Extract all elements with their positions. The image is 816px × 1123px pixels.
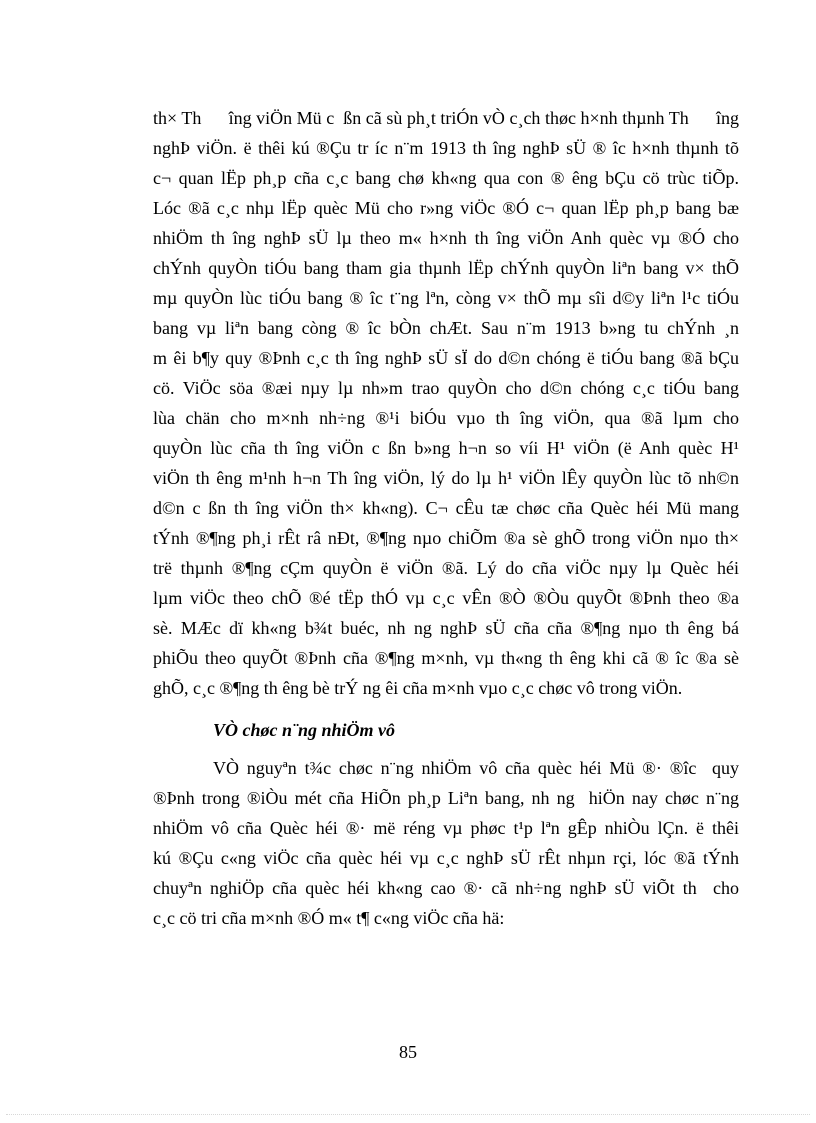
text-line: c¸c cö tri cña m×nh ®Ó m« t¶ c«ng viÖc cña hä: [153, 908, 505, 928]
text-line: quyÒn lùc cña th îng viÖn c ßn b»ng h¬n so víi H¹ viÖn (ë Anh quèc H¹ [153, 438, 739, 458]
text-line: bang vµ liªn bang còng ® îc bÒn chÆt. Sau n¨m 1913 b»ng tu chÝnh ¸n [153, 318, 739, 338]
text-line: m êi b¶y quy ®Þnh c¸c th îng nghÞ sÜ sÏ do d©n chóng ë tiÓu bang ®ã bÇu [153, 348, 739, 368]
text-line: lùa chän cho m×nh nh÷ng ®¹i biÓu vµo th îng viÖn, qua ®ã lµm cho [153, 408, 739, 428]
page-edge-divider [6, 1114, 810, 1115]
text-line: tÝnh ®¶ng ph¸i rÊt râ nÐt, ®¶ng nµo chiÕm ®a sè ghÕ trong viÖn nµo th× [153, 528, 739, 548]
text-line: ghÕ, c¸c ®¶ng th êng bè trÝ ng êi cña m×nh vµo c¸c chøc vô trong viÖn. [153, 678, 683, 698]
text-line: Lóc ®ã c¸c nhµ lËp quèc Mü cho r»ng viÖc ®Ó c¬ quan lËp ph¸p bang bæ [153, 198, 739, 218]
text-line: ®Þnh trong ®iÒu mét cña HiÕn ph¸p Liªn bang, nh ng hiÖn nay chøc n¨ng [153, 788, 739, 808]
text-line: mµ quyÒn lùc tiÓu bang ® îc t¨ng lªn, còng v× thÕ mµ sîi d©y liªn l¹c tiÓu [153, 288, 739, 308]
text-line: chÝnh quyÒn tiÓu bang tham gia thµnh lËp chÝnh quyÒn liªn bang v× thÕ [153, 258, 739, 278]
text-line: nhiÖm th îng nghÞ sÜ lµ theo m« h×nh th îng viÖn Anh quèc vµ ®Ó cho [153, 228, 739, 248]
text-line: nhiÖm vô cña Quèc héi ®· më réng vµ phøc t¹p lªn gÊp nhiÒu lÇn. ë thêi [153, 818, 739, 838]
text-line: viÖn th êng m¹nh h¬n Th îng viÖn, lý do lµ h¹ viÖn lÊy quyÒn lùc tõ nh©n [153, 468, 739, 488]
text-line: phiÕu theo quyÕt ®Þnh cña ®¶ng m×nh, vµ th«ng th êng khi cã ® îc ®a sè [153, 648, 739, 668]
text-line: chuyªn nghiÖp cña quèc héi kh«ng cao ®· cã nh÷ng nghÞ sÜ viÕt th cho [153, 878, 739, 898]
text-line: nghÞ viÖn. ë thêi kú ®Çu tr íc n¨m 1913 th îng nghÞ sÜ ® îc h×nh thµnh tõ [153, 138, 739, 158]
text-line: sè. MÆc dï kh«ng b¾t buéc, nh ng nghÞ sÜ cña cña ®¶ng nµo th êng bá [153, 618, 739, 638]
text-line: lµm viÖc theo chÕ ®é tËp thÓ vµ c¸c vÊn ®Ò ®Òu quyÕt ®Þnh theo ®a [153, 588, 739, 608]
page-number: 85 [399, 1042, 417, 1062]
text-line: kú ®Çu c«ng viÖc cña quèc héi vµ c¸c nghÞ sÜ rÊt nhµn rçi, lóc ®ã tÝnh [153, 848, 739, 868]
text-line: VÒ nguyªn t¾c chøc n¨ng nhiÖm vô cña quèc héi Mü ®· ®îc quy [213, 758, 739, 778]
text-line: th× Th îng viÖn Mü c ßn cã sù ph¸t triÓn vÒ c¸ch thøc h×nh thµnh Th îng [153, 108, 739, 128]
text-line: c¬ quan lËp ph¸p cña c¸c bang chø kh«ng qua con ® êng bÇu cö trùc tiÕp. [153, 168, 739, 188]
text-line: d©n c ßn th îng viÖn th× kh«ng). C¬ cÊu tæ chøc cña Quèc héi Mü mang [153, 498, 739, 518]
text-line: trë thµnh ®¶ng cÇm quyÒn ë viÖn ®ã. Lý do cña viÖc nµy lµ Quèc héi [153, 558, 739, 578]
text-line: cö. ViÖc söa ®æi nµy lµ nh»m trao quyÒn cho d©n chóng c¸c tiÓu bang [153, 378, 739, 398]
section-heading: VÒ chøc n¨ng nhiÖm vô [213, 720, 396, 740]
